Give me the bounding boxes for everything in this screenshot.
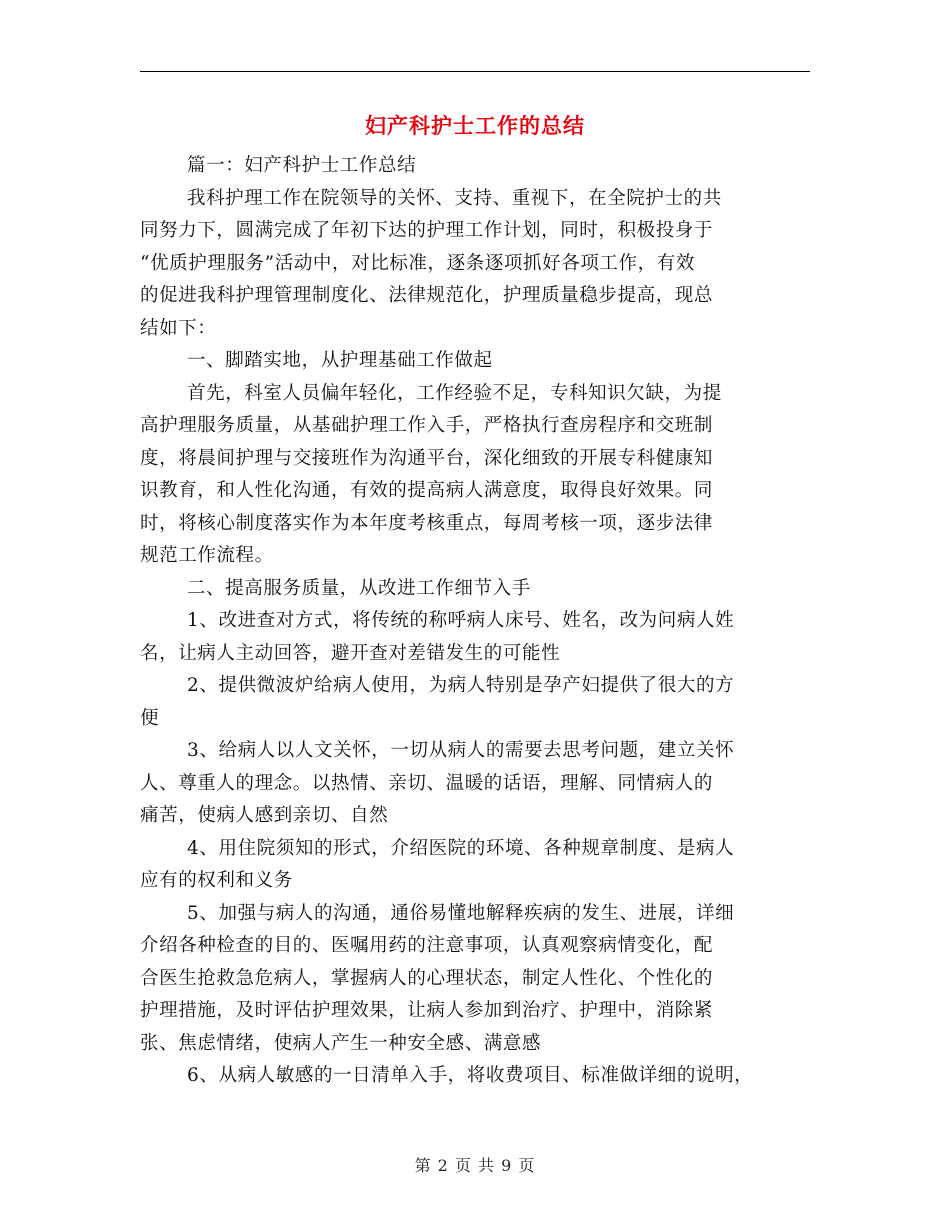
text-line: 规范工作流程。 <box>140 545 274 566</box>
text-line: 4、用住院须知的形式，介绍医院的环境、各种规章制度、是病人 <box>187 837 735 859</box>
text-line: 二、提高服务质量，从改进工作细节入手 <box>187 577 531 599</box>
document-title: 妇产科护士工作的总结 <box>365 113 585 138</box>
text-line: 识教育，和人性化沟通，有效的提高病人满意度，取得良好效果。同 <box>140 480 714 501</box>
text-line: “优质护理服务”活动中，对比标准，逐条逐项抓好各项工作，有效 <box>140 252 695 274</box>
text-line: 同努力下，圆满完成了年初下达的护理工作计划，同时，积极投身于 <box>140 220 714 241</box>
text-line: 介绍各种检查的目的、医嘱用药的注意事项，认真观察病情变化，配 <box>140 935 714 956</box>
text-line: 我科护理工作在院领导的关怀、支持、重视下，在全院护士的共 <box>187 187 722 209</box>
text-line: 篇一：妇产科护士工作总结 <box>187 155 417 176</box>
page-number-footer: 第 2 页 共 9 页 <box>414 1156 536 1175</box>
text-line: 张、焦虑情绪，使病人产生一种安全感、满意感 <box>140 1032 542 1054</box>
text-line: 应有的权利和义务 <box>140 870 293 891</box>
header-rule <box>140 71 810 72</box>
text-line: 2、提供微波炉给病人使用，为病人特别是孕产妇提供了很大的方 <box>187 675 735 696</box>
text-line: 便 <box>140 707 160 729</box>
text-line: 人、尊重人的理念。以热情、亲切、温暖的话语，理解、同情病人的 <box>140 772 714 794</box>
text-line: 度，将晨间护理与交接班作为沟通平台，深化细致的开展专科健康知 <box>140 447 714 469</box>
text-line: 的促进我科护理管理制度化、法律规范化，护理质量稳步提高，现总 <box>140 285 714 306</box>
text-line: 6、从病人敏感的一日清单入手，将收费项目、标准做详细的说明， <box>187 1065 754 1086</box>
text-line: 时，将核心制度落实作为本年度考核重点，每周考核一项，逐步法律 <box>140 512 714 534</box>
text-line: 结如下： <box>140 317 217 339</box>
text-line: 护理措施，及时评估护理效果，让病人参加到治疗、护理中，消除紧 <box>140 1000 714 1021</box>
text-line: 合医生抢救急危病人，掌握病人的心理状态，制定人性化、个性化的 <box>140 967 714 989</box>
text-line: 高护理服务质量，从基础护理工作入手，严格执行查房程序和交班制 <box>140 415 714 436</box>
text-line: 一、脚踏实地，从护理基础工作做起 <box>187 350 493 371</box>
text-line: 首先，科室人员偏年轻化，工作经验不足，专科知识欠缺，为提 <box>187 382 722 404</box>
document-body <box>140 150 810 1093</box>
text-line: 1、改进查对方式，将传统的称呼病人床号、姓名，改为问病人姓 <box>187 610 735 631</box>
text-line: 名，让病人主动回答，避开查对差错发生的可能性 <box>140 642 561 664</box>
text-line: 3、给病人以人文关怀，一切从病人的需要去思考问题，建立关怀 <box>187 740 735 761</box>
text-line: 5、加强与病人的沟通，通俗易懂地解释疾病的发生、进展，详细 <box>187 902 735 924</box>
text-line: 痛苦，使病人感到亲切、自然 <box>140 805 389 826</box>
